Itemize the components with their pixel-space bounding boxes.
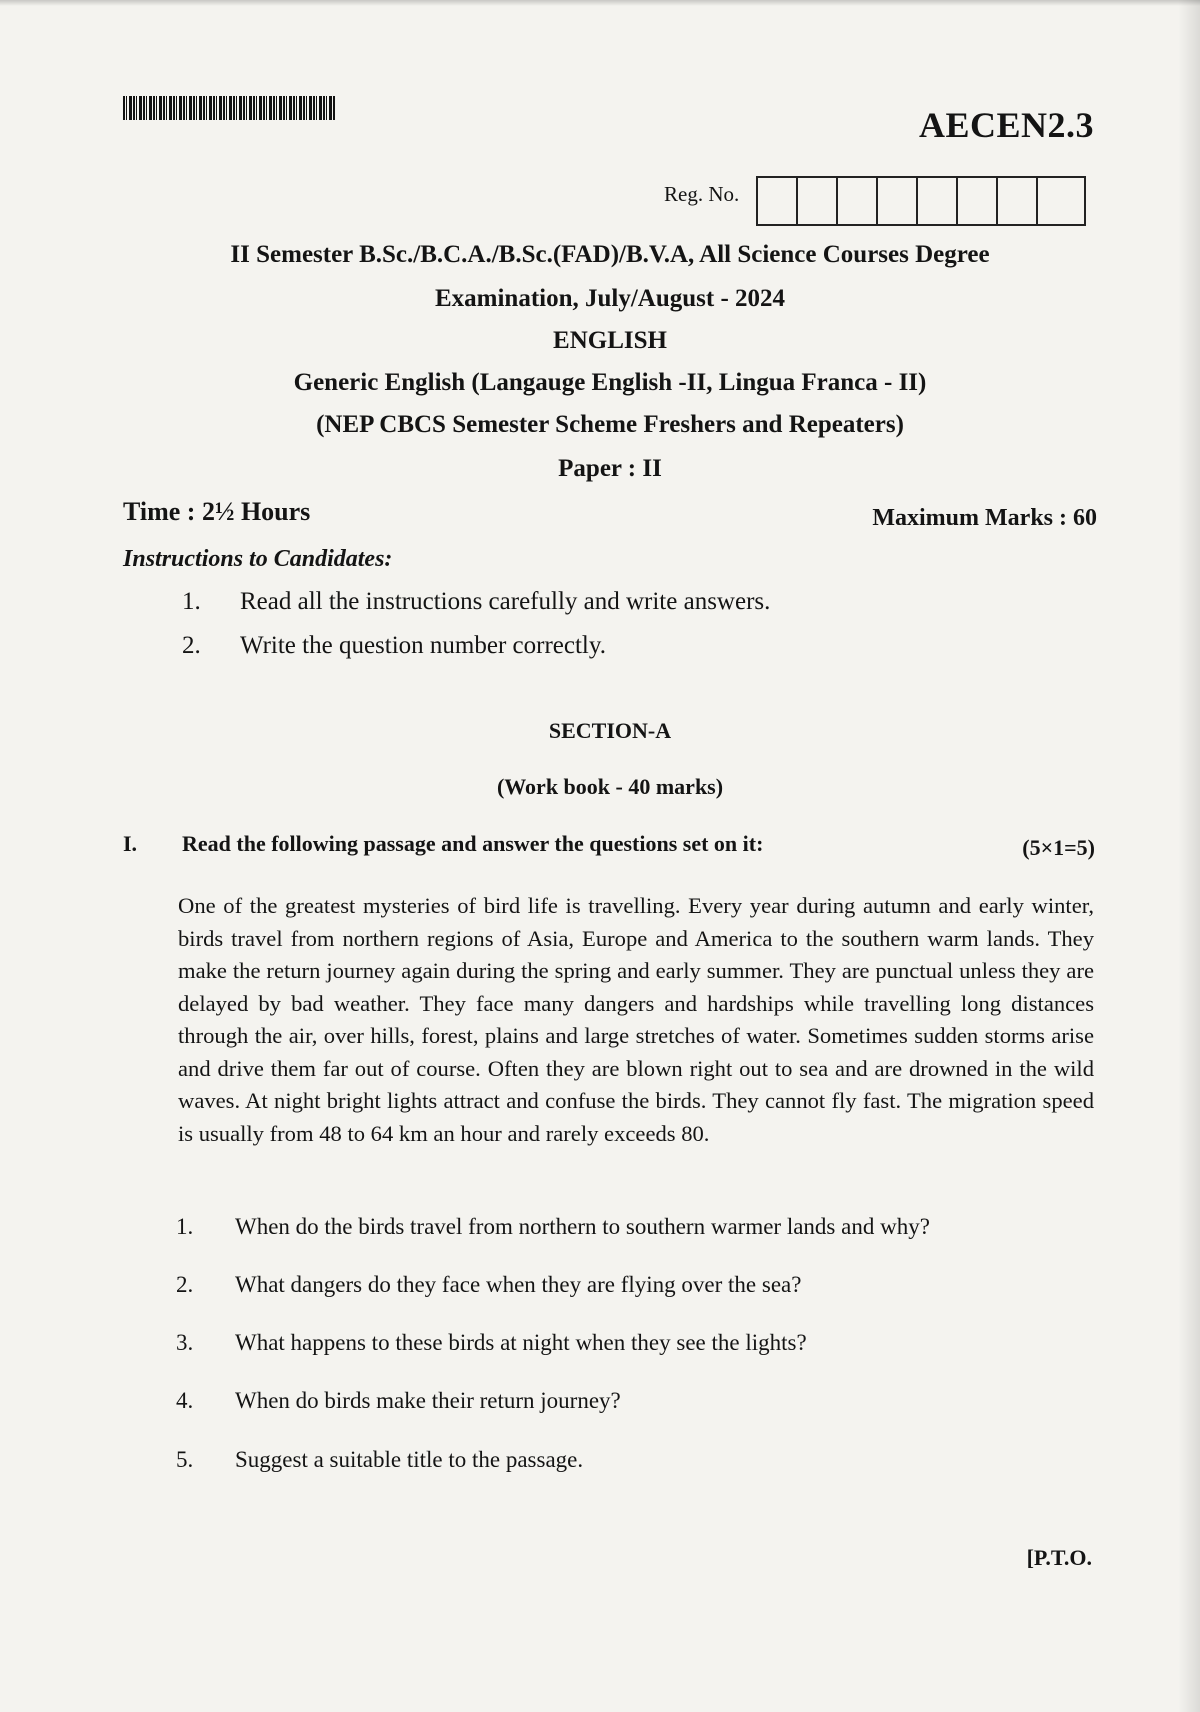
sub-question-text: Suggest a suitable title to the passage. <box>235 1447 584 1472</box>
sub-question-text: When do birds make their return journey? <box>235 1388 621 1413</box>
instruction-number: 2. <box>182 632 201 659</box>
reg-no-label: Reg. No. <box>664 182 740 206</box>
reg-no-box[interactable] <box>918 178 958 224</box>
sub-question-number: 5. <box>176 1447 194 1472</box>
section-title: SECTION-A <box>548 718 672 743</box>
reg-no-box[interactable] <box>998 178 1038 224</box>
reg-no-boxes[interactable] <box>756 176 1086 226</box>
sub-question-number: 4. <box>176 1388 194 1413</box>
reg-no-box[interactable] <box>958 178 998 224</box>
course-title: Generic English (Langauge English -II, Lingua Franca - II) <box>293 369 927 396</box>
instruction-text: Write the question number correctly. <box>240 632 606 659</box>
barcode-image <box>123 96 335 120</box>
maximum-marks: Maximum Marks : 60 <box>872 505 1097 531</box>
question-number: I. <box>123 831 138 856</box>
exam-title-line-2: Examination, July/August - 2024 <box>434 285 786 312</box>
please-turn-over: [P.T.O. <box>1026 1545 1092 1570</box>
instruction-text: Read all the instructions carefully and write answers. <box>240 588 771 615</box>
reg-no-box[interactable] <box>758 178 798 224</box>
time-allowed: Time : 2½ Hours <box>123 497 311 526</box>
reg-no-box[interactable] <box>1038 178 1084 224</box>
instruction-number: 1. <box>182 588 201 615</box>
sub-question-text: What dangers do they face when they are flying over the sea? <box>235 1272 802 1297</box>
subject-title: ENGLISH <box>553 327 667 354</box>
scheme-title: (NEP CBCS Semester Scheme Freshers and Repeaters) <box>316 411 904 438</box>
section-subtitle: (Work book - 40 marks) <box>496 774 724 799</box>
sub-question-text: When do the birds travel from northern to southern warmer lands and why? <box>235 1214 930 1239</box>
sub-question-number: 3. <box>176 1330 194 1355</box>
paper-code: AECEN2.3 <box>918 105 1094 145</box>
sub-question-number: 1. <box>176 1214 194 1239</box>
paper-number: Paper : II <box>558 455 662 482</box>
reg-no-box[interactable] <box>798 178 838 224</box>
sub-question-number: 2. <box>176 1272 194 1297</box>
reading-passage: One of the greatest mysteries of bird life is travelling. Every year during autumn and early winter, birds travel from northern regions of Asia, Europe and America to the southern warm lands. They make the return journey again during the spring and early summer. They are punctual unless they are delayed by bad weather. They face many dangers and hardships while travelling long distances through the air, over hills, forest, plains and large stretches of water. Sometimes sudden storms arise and drive them far out of course. Often they are blown right out to sea and are drowned in the wild waves. At night bright lights attract and confuse the birds. They cannot fly fast. The migration speed is usually from 48 to 64 km an hour and rarely exceeds 80. <box>178 893 1094 1146</box>
sub-question-text: What happens to these birds at night when they see the lights? <box>235 1330 807 1355</box>
question-heading: Read the following passage and answer the questions set on it: <box>182 831 764 856</box>
scan-top-edge <box>0 0 1200 6</box>
instructions-title: Instructions to Candidates: <box>123 546 393 572</box>
exam-title-line-1: II Semester B.Sc./B.C.A./B.Sc.(FAD)/B.V.A, All Science Courses Degree <box>230 241 990 268</box>
reg-no-box[interactable] <box>878 178 918 224</box>
question-marks: (5×1=5) <box>1022 835 1095 860</box>
reg-no-box[interactable] <box>838 178 878 224</box>
